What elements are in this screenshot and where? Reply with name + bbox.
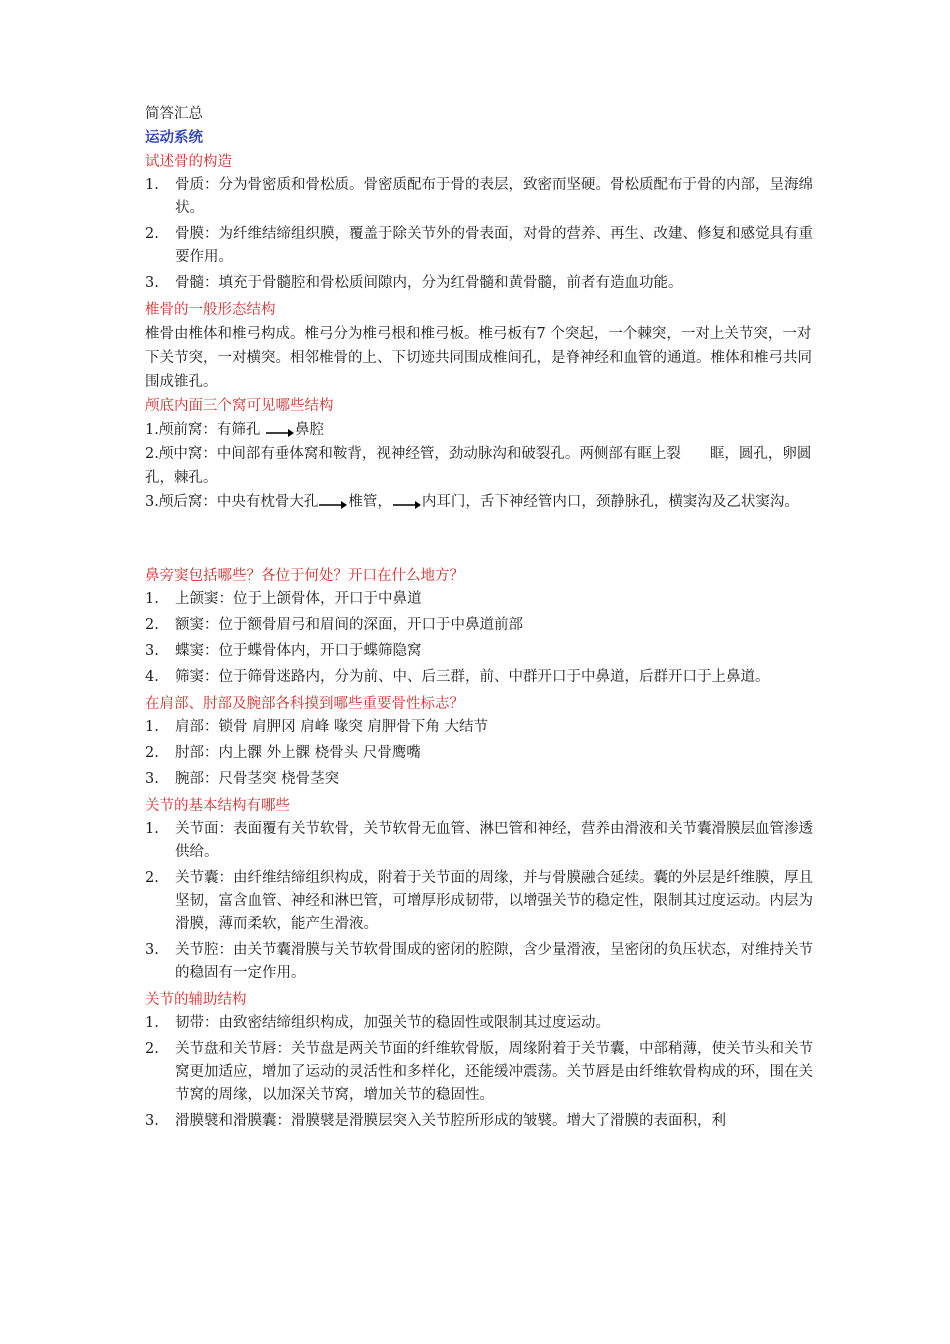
list-item — [145, 768, 817, 791]
item-text: 肩部：锁骨 肩胛冈 肩峰 喙突 肩胛骨下角 大结节 — [175, 719, 489, 735]
item-text: 蝶窦：位于蝶骨体内，开口于蝶筛隐窝 — [175, 643, 422, 659]
item-text: 腕部：尺骨茎突 桡骨茎突 — [175, 771, 340, 787]
list-item — [145, 666, 817, 689]
arrow-icon — [393, 500, 421, 510]
item-number: 3. — [145, 1113, 159, 1129]
list-item — [145, 1110, 817, 1133]
item-text: 关节腔：由关节囊滑膜与关节软骨围成的密闭的腔隙，含少量滑液，呈密闭的负压状态，对维持关节的稳固有一定作用。 — [175, 942, 813, 981]
item-text: 骨质：分为骨密质和骨松质。骨密质配布于骨的表层，致密而坚硬。骨松质配布于骨的内部，呈海绵状。 — [175, 177, 813, 216]
item-number: 3. — [145, 275, 159, 291]
document-body — [145, 102, 817, 1136]
item-number: 2. — [145, 1041, 159, 1057]
item-text: 筛窦：位于筛骨迷路内，分为前、中、后三群，前、中群开口于中鼻道，后群开口于上鼻道。 — [175, 669, 770, 685]
answer-list — [145, 716, 817, 791]
question-heading: 关节的基本结构有哪些 — [145, 798, 290, 814]
item-text: 关节囊：由纤维结缔组织构成，附着于关节面的周缘，并与骨膜融合延续。囊的外层是纤维膜，厚且坚韧，富含血管、神经和淋巴管，可增厚形成韧带，以增强关节的稳定性，限制其过度运动。内层为滑膜，薄而柔软，能产生滑液。 — [175, 870, 813, 932]
line-text: 椎管， — [348, 494, 392, 510]
item-number: 1. — [145, 1015, 159, 1031]
list-item — [145, 716, 817, 739]
item-number: 1. — [145, 821, 159, 837]
item-number: 3. — [145, 643, 159, 659]
arrow-icon — [266, 428, 294, 438]
list-item — [145, 640, 817, 663]
item-number: 2. — [145, 745, 159, 761]
line-text: 3.颅后窝：中央有枕骨大孔 — [145, 494, 319, 510]
spacer — [145, 514, 817, 564]
document-title: 简答汇总 — [145, 106, 203, 122]
line-text: 鼻腔 — [294, 422, 324, 438]
item-number: 4. — [145, 669, 159, 685]
list-item — [145, 223, 817, 269]
item-number: 1. — [145, 591, 159, 607]
list-item — [145, 939, 817, 985]
item-text: 滑膜襞和滑膜囊：滑膜襞是滑膜层突入关节腔所形成的皱襞。增大了滑膜的表面积，利 — [175, 1113, 726, 1129]
answer-paragraph: 椎骨由椎体和椎弓构成。椎弓分为椎弓根和椎弓板。椎弓板有7 个突起，一个棘突，一对上关节突，一对下关节突，一对横突。相邻椎骨的上、下切迹共同围成椎间孔，是脊神经和血管的通道。椎体和椎弓共同围成锥孔。 — [145, 326, 812, 390]
item-number: 3. — [145, 942, 159, 958]
list-item — [145, 742, 817, 765]
question-heading: 鼻旁窦包括哪些？各位于何处？开口在什么地方？ — [145, 568, 464, 584]
chapter-heading: 运动系统 — [145, 129, 203, 146]
item-number: 3. — [145, 771, 159, 787]
item-text: 额窦：位于额骨眉弓和眉间的深面，开口于中鼻道前部 — [175, 617, 523, 633]
item-number: 2. — [145, 226, 159, 242]
item-text: 关节盘和关节唇：关节盘是两关节面的纤维软骨版，周缘附着于关节囊，中部稍薄，使关节头和关节窝更加适应，增加了运动的灵活性和多样化，还能缓冲震荡。关节唇是由纤维软骨构成的环，围在关节窝的周缘，以加深关节窝，增加关节的稳固性。 — [175, 1041, 813, 1103]
item-text: 韧带：由致密结缔组织构成，加强关节的稳固性或限制其过度运动。 — [175, 1015, 610, 1031]
answer-list — [145, 1012, 817, 1133]
item-text: 骨髓：填充于骨髓腔和骨松质间隙内，分为红骨髓和黄骨髓，前者有造血功能。 — [175, 275, 683, 291]
list-item — [145, 867, 817, 936]
answer-list — [145, 818, 817, 985]
line-text: 内耳门，舌下神经管内口，颈静脉孔，横窦沟及乙状窦沟。 — [421, 494, 799, 510]
item-number: 2. — [145, 617, 159, 633]
item-number: 1. — [145, 719, 159, 735]
list-item — [145, 174, 817, 220]
answer-list — [145, 588, 817, 689]
item-text: 肘部：内上髁 外上髁 桡骨头 尺骨鹰嘴 — [175, 745, 421, 761]
answer-line: 2.颅中窝：中间部有垂体窝和鞍背，视神经管，劲动脉沟和破裂孔。两侧部有眶上裂 眶，圆孔，卵圆孔，棘孔。 — [145, 446, 812, 486]
arrow-icon — [319, 500, 347, 510]
question-heading: 颅底内面三个窝可见哪些结构 — [145, 398, 334, 414]
answer-list — [145, 174, 817, 295]
list-item — [145, 1038, 817, 1107]
question-heading: 椎骨的一般形态结构 — [145, 302, 276, 318]
list-item — [145, 1012, 817, 1035]
question-heading: 在肩部、肘部及腕部各科摸到哪些重要骨性标志？ — [145, 696, 464, 712]
item-number: 1. — [145, 177, 159, 193]
item-text: 上颌窦：位于上颌骨体，开口于中鼻道 — [175, 591, 422, 607]
answer-line — [145, 490, 817, 514]
question-heading: 关节的辅助结构 — [145, 992, 247, 1008]
item-number: 2. — [145, 870, 159, 886]
question-heading: 试述骨的构造 — [145, 154, 232, 170]
list-item — [145, 272, 817, 295]
list-item — [145, 614, 817, 637]
list-item — [145, 588, 817, 611]
answer-line — [145, 418, 817, 442]
list-item — [145, 818, 817, 864]
item-text: 关节面：表面覆有关节软骨，关节软骨无血管、淋巴管和神经，营养由滑液和关节囊滑膜层血管渗透供给。 — [175, 821, 813, 860]
line-text: 1.颅前窝：有筛孔 — [145, 422, 265, 438]
item-text: 骨膜：为纤维结缔组织膜，覆盖于除关节外的骨表面，对骨的营养、再生、改建、修复和感觉具有重要作用。 — [175, 226, 813, 265]
